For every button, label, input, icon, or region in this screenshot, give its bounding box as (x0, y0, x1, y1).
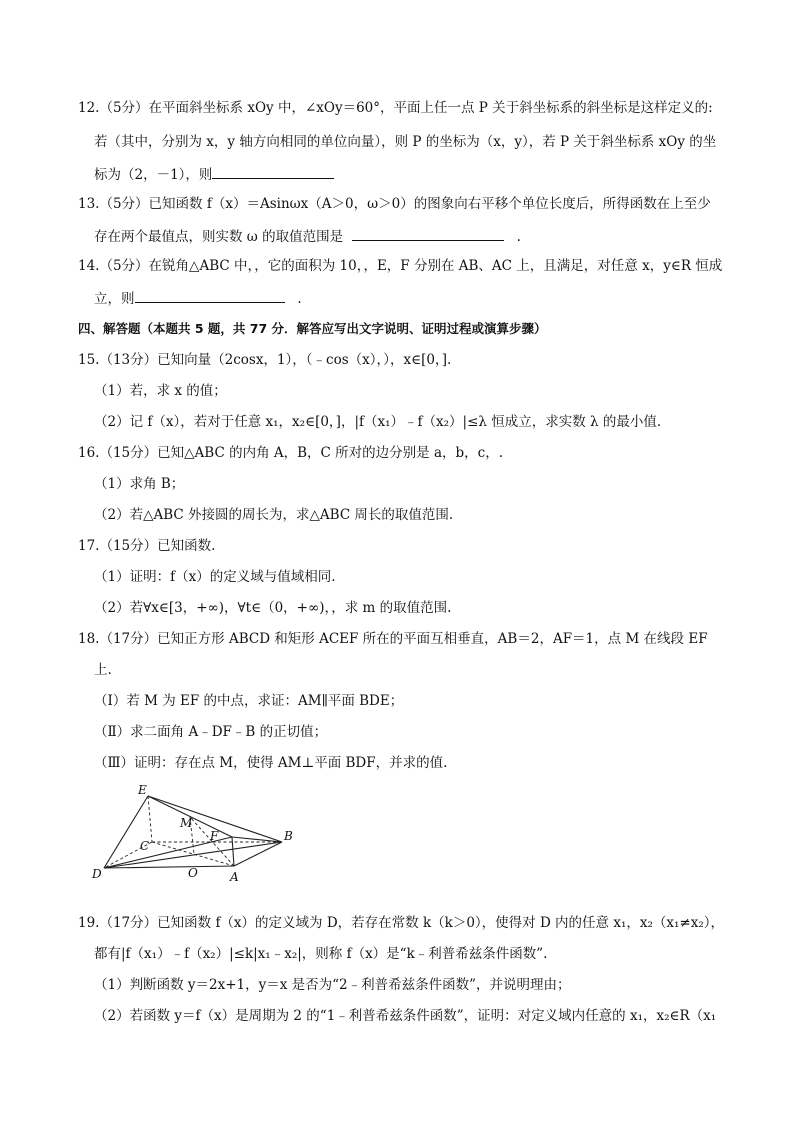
q16-part2: （2）若△ABC 外接圆的周长为，求△ABC 周长的取值范围. (94, 507, 454, 523)
q19-line2: 都有|f（x₁）﹣f（x₂）|≤k|x₁﹣x₂|，则称 f（x）是“k﹣利普希兹条件函数”. (94, 946, 548, 962)
q18-part3: （Ⅲ）证明：存在点 M，使得 AM⊥平面 BDF，并求的值. (94, 755, 448, 771)
edge-F-A (232, 837, 234, 866)
q14-line1: 14.（5分）在锐角△ABC 中，，它的面积为 10，，E，F 分别在 AB、AC 上，且满足，对任意 x，y∈R 恒成 (78, 258, 723, 274)
edge-D-A (104, 866, 234, 868)
label-E: E (138, 783, 147, 797)
q12-line1: 12.（5分）在平面斜坐标系 xOy 中，∠xOy＝60°，平面上任一点 P 关于斜坐标系的斜坐标是这样定义的: (78, 100, 713, 116)
q14-line2-end: . (297, 291, 302, 307)
q12-line2: 若（其中，分别为 x，y 轴方向相同的单位向量），则 P 的坐标为（x，y），若 P 关于斜坐标系 xOy 的坐 (94, 134, 717, 150)
q15-part1: （1）若，求 x 的值； (94, 383, 227, 399)
label-C: C (140, 839, 150, 853)
q19-part2: （2）若函数 y＝f（x）是周期为 2 的“1﹣利普希兹条件函数”，证明：对定义域内任意的 x₁，x₂∈R（x₁ (94, 1008, 717, 1024)
q16-stem: 16.（15分）已知△ABC 的内角 A，B，C 所对的边分别是 a，b，c，. (78, 445, 503, 461)
section4-heading: 四、解答题（本题共 5 题，共 77 分．解答应写出文字说明、证明过程或演算步骤） (78, 321, 547, 336)
q18-part2: （Ⅱ）求二面角 A﹣DF﹣B 的正切值； (94, 724, 328, 740)
q13-line2-end: . (516, 229, 521, 245)
q17-part1: （1）证明：f（x）的定义域与值域相同. (94, 569, 336, 585)
answer-blank-12 (212, 164, 334, 179)
q13-line2 (94, 226, 521, 246)
q14-line2 (94, 288, 302, 308)
q15-part2: （2）记 f（x），若对于任意 x₁，x₂∈[0，]，|f（x₁）﹣f（x₂）|≤λ 恒成立，求实数 λ 的最小值. (94, 414, 662, 430)
q19-part1: （1）判断函数 y＝2x+1，y＝x 是否为“2﹣利普希兹条件函数”，并说明理由； (94, 977, 571, 993)
label-D: D (92, 867, 102, 881)
geometry-figure (88, 782, 298, 882)
answer-blank-14 (135, 288, 285, 303)
q12-line3 (94, 164, 334, 184)
answer-blank-13 (352, 226, 504, 241)
q17-stem: 17.（15分）已知函数. (78, 538, 216, 554)
q15-stem: 15.（13分）已知向量（2cosx，1），（﹣cos（x），），x∈[0，]. (78, 352, 452, 368)
q19-line1: 19.（17分）已知函数 f（x）的定义域为 D，若存在常数 k（k＞0），使得对 D 内的任意 x₁，x₂（x₁≠x₂）， (78, 915, 725, 931)
label-M: M (180, 816, 193, 830)
q13-line2-text: 存在两个最值点，则实数 ω 的取值范围是 (94, 229, 344, 245)
q13-line1: 13.（5分）已知函数 f（x）＝Asinωx（A＞0，ω＞0）的图象向右平移个单位长度后，所得函数在上至少 (78, 196, 711, 212)
q12-line3-text: 标为（2，－1），则 (94, 167, 213, 183)
label-F: F (210, 829, 219, 843)
q16-part1: （1）求角 B； (94, 476, 185, 492)
label-O: O (188, 866, 198, 880)
q18-part1: （Ⅰ）若 M 为 EF 的中点，求证：AM∥平面 BDE； (94, 693, 404, 709)
label-B: B (284, 829, 293, 843)
q18-stem-line1: 18.（17分）已知正方形 ABCD 和矩形 ACEF 所在的平面互相垂直，AB＝2，AF＝1，点 M 在线段 EF (78, 631, 708, 647)
q17-part2: （2）若∀x∈[3，+∞)，∀t∈（0，+∞)，，求 m 的取值范围. (94, 600, 452, 616)
edge-E-C (148, 796, 152, 842)
q14-line2-text: 立，则 (94, 291, 135, 307)
label-A: A (230, 870, 239, 882)
edge-E-D (104, 796, 148, 868)
q18-stem-line2: 上. (94, 662, 112, 678)
